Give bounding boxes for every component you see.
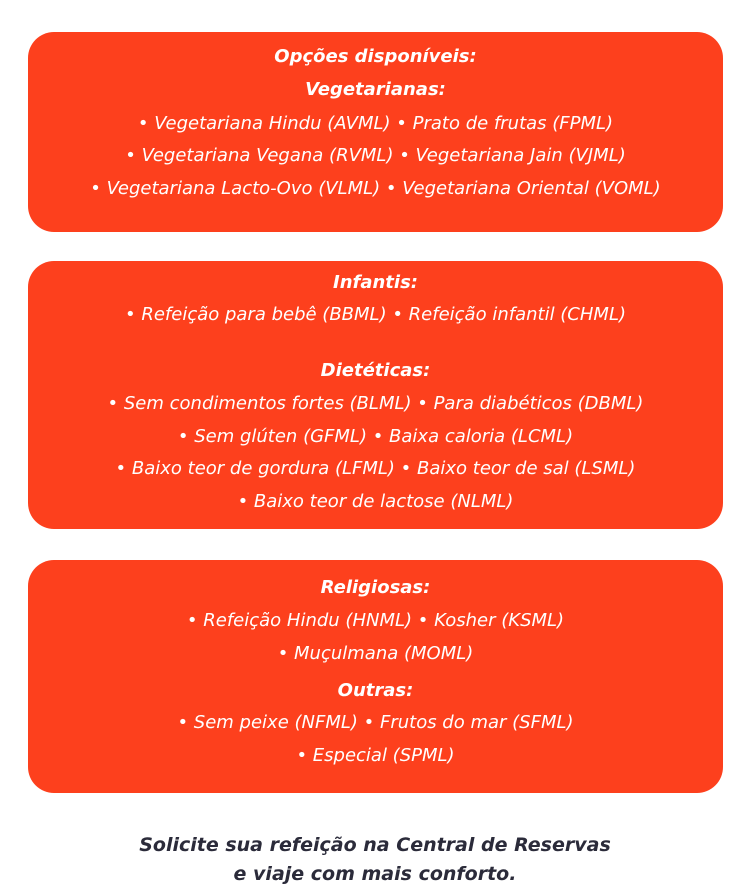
footer-cta-line-2: e viaje com mais conforto. [233,863,517,885]
list-item: • Sem glúten (GFML) • Baixa caloria (LCML) [177,426,574,447]
children-diet-options-card [28,261,723,529]
list-item: • Especial (SPML) [296,745,455,766]
list-item: • Vegetariana Lacto-Ovo (VLML) • Vegetariana Oriental (VOML) [90,178,661,199]
list-item: • Sem condimentos fortes (BLML) • Para diabéticos (DBML) [107,393,644,414]
footer-cta-line-1: Solicite sua refeição na Central de Reservas [139,834,611,856]
list-item: • Refeição para bebê (BBML) • Refeição infantil (CHML) [124,304,626,325]
list-item: • Vegetariana Vegana (RVML) • Vegetariana Jain (VJML) [125,145,626,166]
list-item: • Muçulmana (MOML) [277,643,474,664]
list-item: • Baixo teor de gordura (LFML) • Baixo teor de sal (LSML) [115,458,636,479]
dietetic-heading: Dietéticas: [320,360,431,381]
list-item: • Vegetariana Hindu (AVML) • Prato de frutas (FPML) [137,113,614,134]
vegetarian-heading: Vegetarianas: [305,79,446,100]
options-title: Opções disponíveis: [274,46,477,67]
vegetarian-options-card [28,32,723,232]
children-heading: Infantis: [333,272,418,293]
list-item: • Sem peixe (NFML) • Frutos do mar (SFML) [177,712,574,733]
religious-heading: Religiosas: [320,577,431,598]
list-item: • Baixo teor de lactose (NLML) [237,491,514,512]
other-heading: Outras: [337,680,414,701]
list-item: • Refeição Hindu (HNML) • Kosher (KSML) [186,610,565,631]
religious-other-options-card [28,560,723,793]
